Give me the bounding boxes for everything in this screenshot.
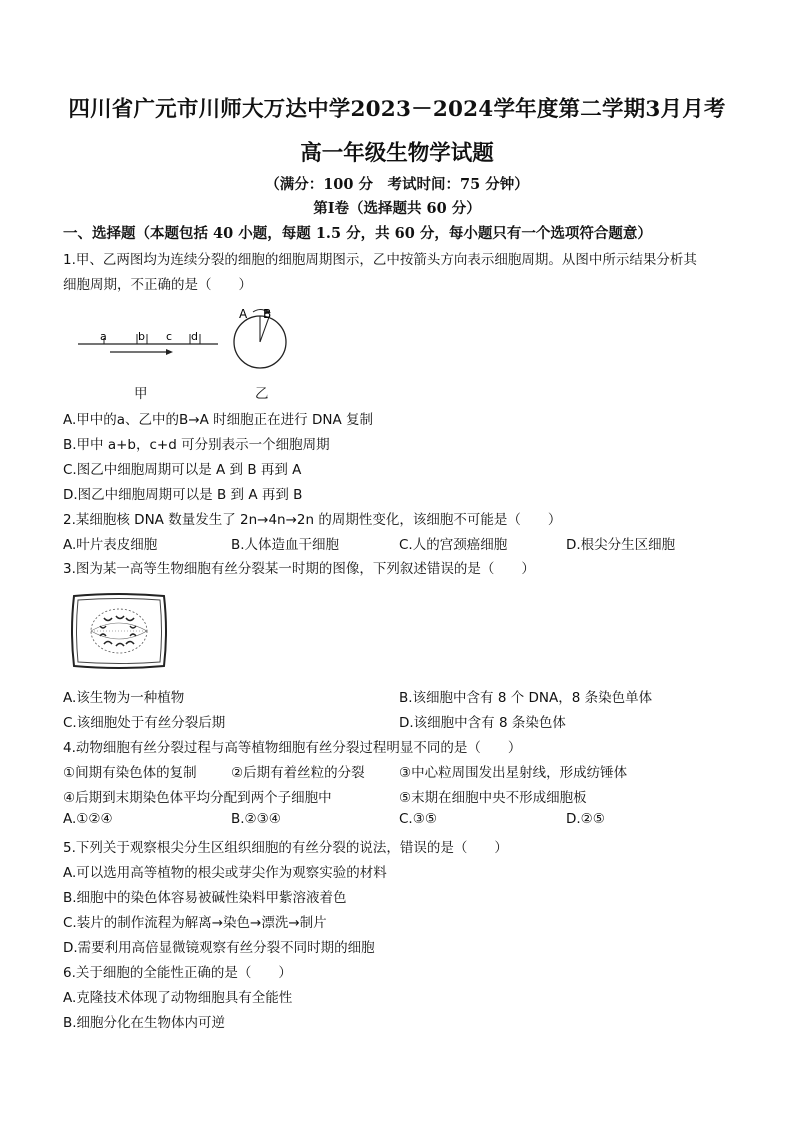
q4-option-d: D.②⑤: [566, 811, 605, 827]
q2-option-c: C.人的宫颈癌细胞: [399, 537, 508, 553]
exam-title-line1: 四川省广元市川师大万达中学2023－2024学年度第二学期3月月考: [68, 97, 726, 122]
label-d: d: [191, 330, 198, 343]
q4-option-a: A.①②④: [63, 811, 113, 827]
q1-option-a: A.甲中的a、乙中的B→A 时细胞正在进行 DNA 复制: [63, 412, 373, 428]
q2-option-d: D.根尖分生区细胞: [566, 537, 676, 553]
figure-jia-label: 甲: [134, 386, 148, 402]
q1-option-c: C.图乙中细胞周期可以是 A 到 B 再到 A: [63, 462, 302, 478]
q6-option-b: B.细胞分化在生物体内可逆: [63, 1015, 226, 1031]
label-b: b: [138, 330, 145, 343]
label-B: B: [263, 307, 272, 321]
label-c: c: [166, 330, 173, 343]
figure-yi-circle: [234, 307, 286, 368]
q1-option-b: B.甲中 a+b，c+d 可分别表示一个细胞周期: [63, 437, 330, 453]
cell-cycle-figure: [70, 300, 300, 370]
exam-meta: （满分：100 分 考试时间：75 分钟）: [265, 176, 529, 193]
q2-stem: 2.某细胞核 DNA 数量发生了 2n→4n→2n 的周期性变化，该细胞不可能是（ ）: [63, 512, 562, 528]
q1-option-d: D.图乙中细胞周期可以是 B 到 A 再到 B: [63, 487, 303, 503]
volume-heading: 第Ⅰ卷（选择题共 60 分）: [313, 200, 481, 217]
q4-stem: 4.动物细胞有丝分裂过程与高等植物细胞有丝分裂过程明显不同的是（ ）: [63, 740, 522, 756]
q3-option-b: B.该细胞中含有 8 个 DNA，8 条染色单体: [399, 690, 653, 706]
exam-title-line2: 高一年级生物学试题: [300, 141, 494, 166]
label-a: a: [100, 330, 107, 343]
mitosis-cell-figure: [64, 590, 174, 672]
q2-option-b: B.人体造血干细胞: [231, 537, 340, 553]
q3-stem: 3.图为某一高等生物细胞有丝分裂某一时期的图像，下列叙述错误的是（ ）: [63, 561, 535, 577]
q2-option-a: A.叶片表皮细胞: [63, 537, 158, 553]
q3-option-d: D.该细胞中含有 8 条染色体: [399, 715, 566, 731]
q1-stem-line1: 1.甲、乙两图均为连续分裂的细胞的细胞周期图示，乙中按箭头方向表示细胞周期。从图中所示结果分析其: [63, 252, 697, 268]
section-heading: 一、选择题（本题包括 40 小题，每题 1.5 分，共 60 分，每小题只有一个选项符合题意）: [63, 225, 652, 242]
q4-item-2: ②后期有着丝粒的分裂: [231, 765, 365, 781]
q4-option-c: C.③⑤: [399, 811, 437, 827]
q4-option-b: B.②③④: [231, 811, 281, 827]
label-A: A: [239, 307, 248, 321]
q1-stem-line2: 细胞周期，不正确的是（ ）: [63, 277, 252, 293]
q5-option-c: C.装片的制作流程为解离→染色→漂洗→制片: [63, 915, 327, 931]
q5-option-a: A.可以选用高等植物的根尖或芽尖作为观察实验的材料: [63, 865, 387, 881]
q6-stem: 6.关于细胞的全能性正确的是（ ）: [63, 965, 292, 981]
q5-option-b: B.细胞中的染色体容易被碱性染料甲紫溶液着色: [63, 890, 347, 906]
q4-item-4: ④后期到末期染色体平均分配到两个子细胞中: [63, 790, 332, 806]
q6-option-a: A.克隆技术体现了动物细胞具有全能性: [63, 990, 293, 1006]
q5-stem: 5.下列关于观察根尖分生区组织细胞的有丝分裂的说法，错误的是（ ）: [63, 840, 508, 856]
figure-yi-label: 乙: [255, 386, 269, 402]
q4-item-1: ①间期有染色体的复制: [63, 765, 197, 781]
q4-item-5: ⑤末期在细胞中央不形成细胞板: [399, 790, 587, 806]
q5-option-d: D.需要利用高倍显微镜观察有丝分裂不同时期的细胞: [63, 940, 375, 956]
figure-jia-line: [78, 330, 218, 355]
q3-option-a: A.该生物为一种植物: [63, 690, 185, 706]
q4-item-3: ③中心粒周围发出星射线，形成纺锤体: [399, 765, 628, 781]
q3-option-c: C.该细胞处于有丝分裂后期: [63, 715, 226, 731]
